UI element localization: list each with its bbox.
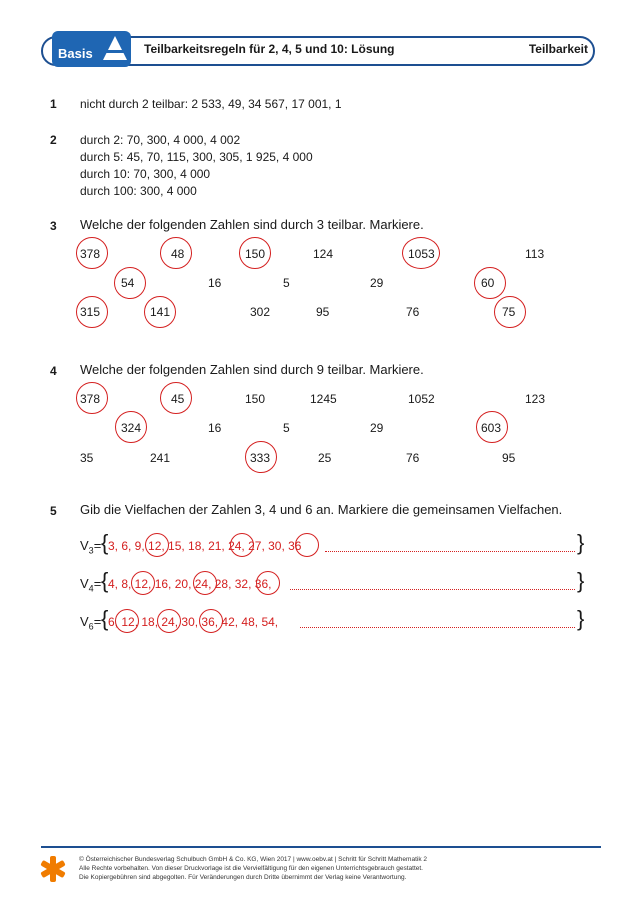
task2-answer-line: durch 5: 45, 70, 115, 300, 305, 1 925, 4 000	[80, 150, 313, 164]
answer-circle	[157, 609, 181, 633]
number-item: 48	[171, 247, 185, 261]
answer-circle	[145, 533, 169, 557]
number-item: 1245	[310, 392, 337, 406]
answer-dotted-line	[290, 589, 575, 590]
answer-circle	[474, 267, 506, 299]
answer-circle	[76, 296, 108, 328]
close-brace: }	[577, 568, 585, 593]
number-item: 35	[80, 451, 94, 465]
task2-answer-line: durch 10: 70, 300, 4 000	[80, 167, 211, 181]
close-brace: }	[577, 606, 585, 631]
number-item: 29	[370, 276, 384, 290]
task-number: 1	[50, 97, 57, 111]
open-brace: {	[101, 530, 109, 555]
level-badge-label: Basis	[58, 46, 93, 61]
answer-circle	[160, 382, 192, 414]
number-item: 378	[80, 392, 101, 406]
number-item: 95	[316, 305, 330, 319]
footer-rights: Alle Rechte vorbehalten. Von dieser Druckvorlage ist die Vervielfältigung für den eigenen Unterrichtsgebrauch gestattet.	[79, 865, 423, 872]
number-item: 302	[250, 305, 271, 319]
answer-circle	[131, 571, 155, 595]
asterisk-logo-icon	[40, 854, 66, 884]
close-brace: }	[577, 530, 585, 555]
number-item: 29	[370, 421, 384, 435]
answer-circle	[256, 571, 280, 595]
task-number: 2	[50, 133, 57, 147]
number-item: 5	[283, 421, 290, 435]
number-item: 113	[525, 247, 545, 261]
multiples-label: $V_4=$	[80, 576, 102, 594]
answer-circle	[114, 267, 146, 299]
task-number: 5	[50, 504, 57, 518]
multiples-label: $V_3=$	[80, 538, 102, 556]
task5-prompt: Gib die Vielfachen der Zahlen 3, 4 und 6 an. Markiere die gemeinsamen Vielfachen.	[80, 502, 563, 517]
number-item: 315	[80, 305, 101, 319]
number-item: 60	[481, 276, 495, 290]
answer-circle	[230, 533, 254, 557]
multiples-values: 3, 6, 9, 12, 15, 18, 21, 24, 27, 30, 36	[108, 539, 302, 553]
number-item: 603	[481, 421, 502, 435]
number-item: 95	[502, 451, 516, 465]
triangle-logo-icon	[101, 33, 129, 65]
number-item: 5	[283, 276, 290, 290]
number-item: 141	[150, 305, 171, 319]
footer-copyright: © Österreichischer Bundesverlag Schulbuch GmbH & Co. KG, Wien 2017 | www.oebv.at | Schritt für Schritt Mathematik 2	[79, 856, 427, 863]
worksheet-topic: Teilbarkeit	[528, 42, 588, 56]
answer-circle	[199, 609, 223, 633]
number-item: 75	[502, 305, 516, 319]
answer-dotted-line	[325, 551, 575, 552]
number-item: 123	[525, 392, 546, 406]
answer-circle	[494, 296, 526, 328]
answer-circle	[115, 609, 139, 633]
number-item: 76	[406, 451, 420, 465]
worksheet-title: Teilbarkeitsregeln für 2, 4, 5 und 10: Lösung	[144, 42, 395, 56]
task1-answer: nicht durch 2 teilbar: 2 533, 49, 34 567, 17 001, 1	[80, 97, 342, 111]
number-item: 1052	[408, 392, 435, 406]
number-item: 241	[150, 451, 171, 465]
number-item: 324	[121, 421, 142, 435]
answer-circle	[193, 571, 217, 595]
answer-circle	[402, 237, 440, 269]
answer-circle	[144, 296, 176, 328]
task3-prompt: Welche der folgenden Zahlen sind durch 3 teilbar. Markiere.	[80, 217, 424, 232]
number-item: 76	[406, 305, 420, 319]
number-item: 16	[208, 276, 222, 290]
number-item: 45	[171, 392, 185, 406]
answer-circle	[476, 411, 508, 443]
answer-circle	[76, 382, 108, 414]
open-brace: {	[101, 606, 109, 631]
number-item: 1053	[408, 247, 435, 261]
task4-prompt: Welche der folgenden Zahlen sind durch 9 teilbar. Markiere.	[80, 362, 424, 377]
multiples-values: 6, 12, 18, 24, 30, 36, 42, 48, 54,	[108, 615, 279, 629]
answer-circle	[295, 533, 319, 557]
answer-circle	[76, 237, 108, 269]
number-item: 333	[250, 451, 271, 465]
task-number: 4	[50, 364, 57, 378]
number-item: 378	[80, 247, 101, 261]
number-item: 54	[121, 276, 135, 290]
task2-answer-line: durch 2: 70, 300, 4 000, 4 002	[80, 133, 241, 147]
task2-answer-line: durch 100: 300, 4 000	[80, 184, 197, 198]
footer-disclaimer: Die Kopiergebühren sind abgegolten. Für Veränderungen durch Dritte übernimmt der Verlag keine Verantwortung.	[79, 874, 407, 881]
answer-dotted-line	[300, 627, 575, 628]
multiples-values: 4, 8, 12, 16, 20, 24, 28, 32, 36,	[108, 577, 272, 591]
multiples-label: $V_6=$	[80, 614, 102, 632]
answer-circle	[160, 237, 192, 269]
task-number: 3	[50, 219, 57, 233]
number-item: 150	[245, 247, 266, 261]
open-brace: {	[101, 568, 109, 593]
answer-circle	[115, 411, 147, 443]
number-item: 124	[313, 247, 334, 261]
number-item: 150	[245, 392, 266, 406]
number-item: 16	[208, 421, 222, 435]
answer-circle	[245, 441, 277, 473]
footer-rule	[41, 846, 601, 848]
answer-circle	[239, 237, 271, 269]
number-item: 25	[318, 451, 332, 465]
